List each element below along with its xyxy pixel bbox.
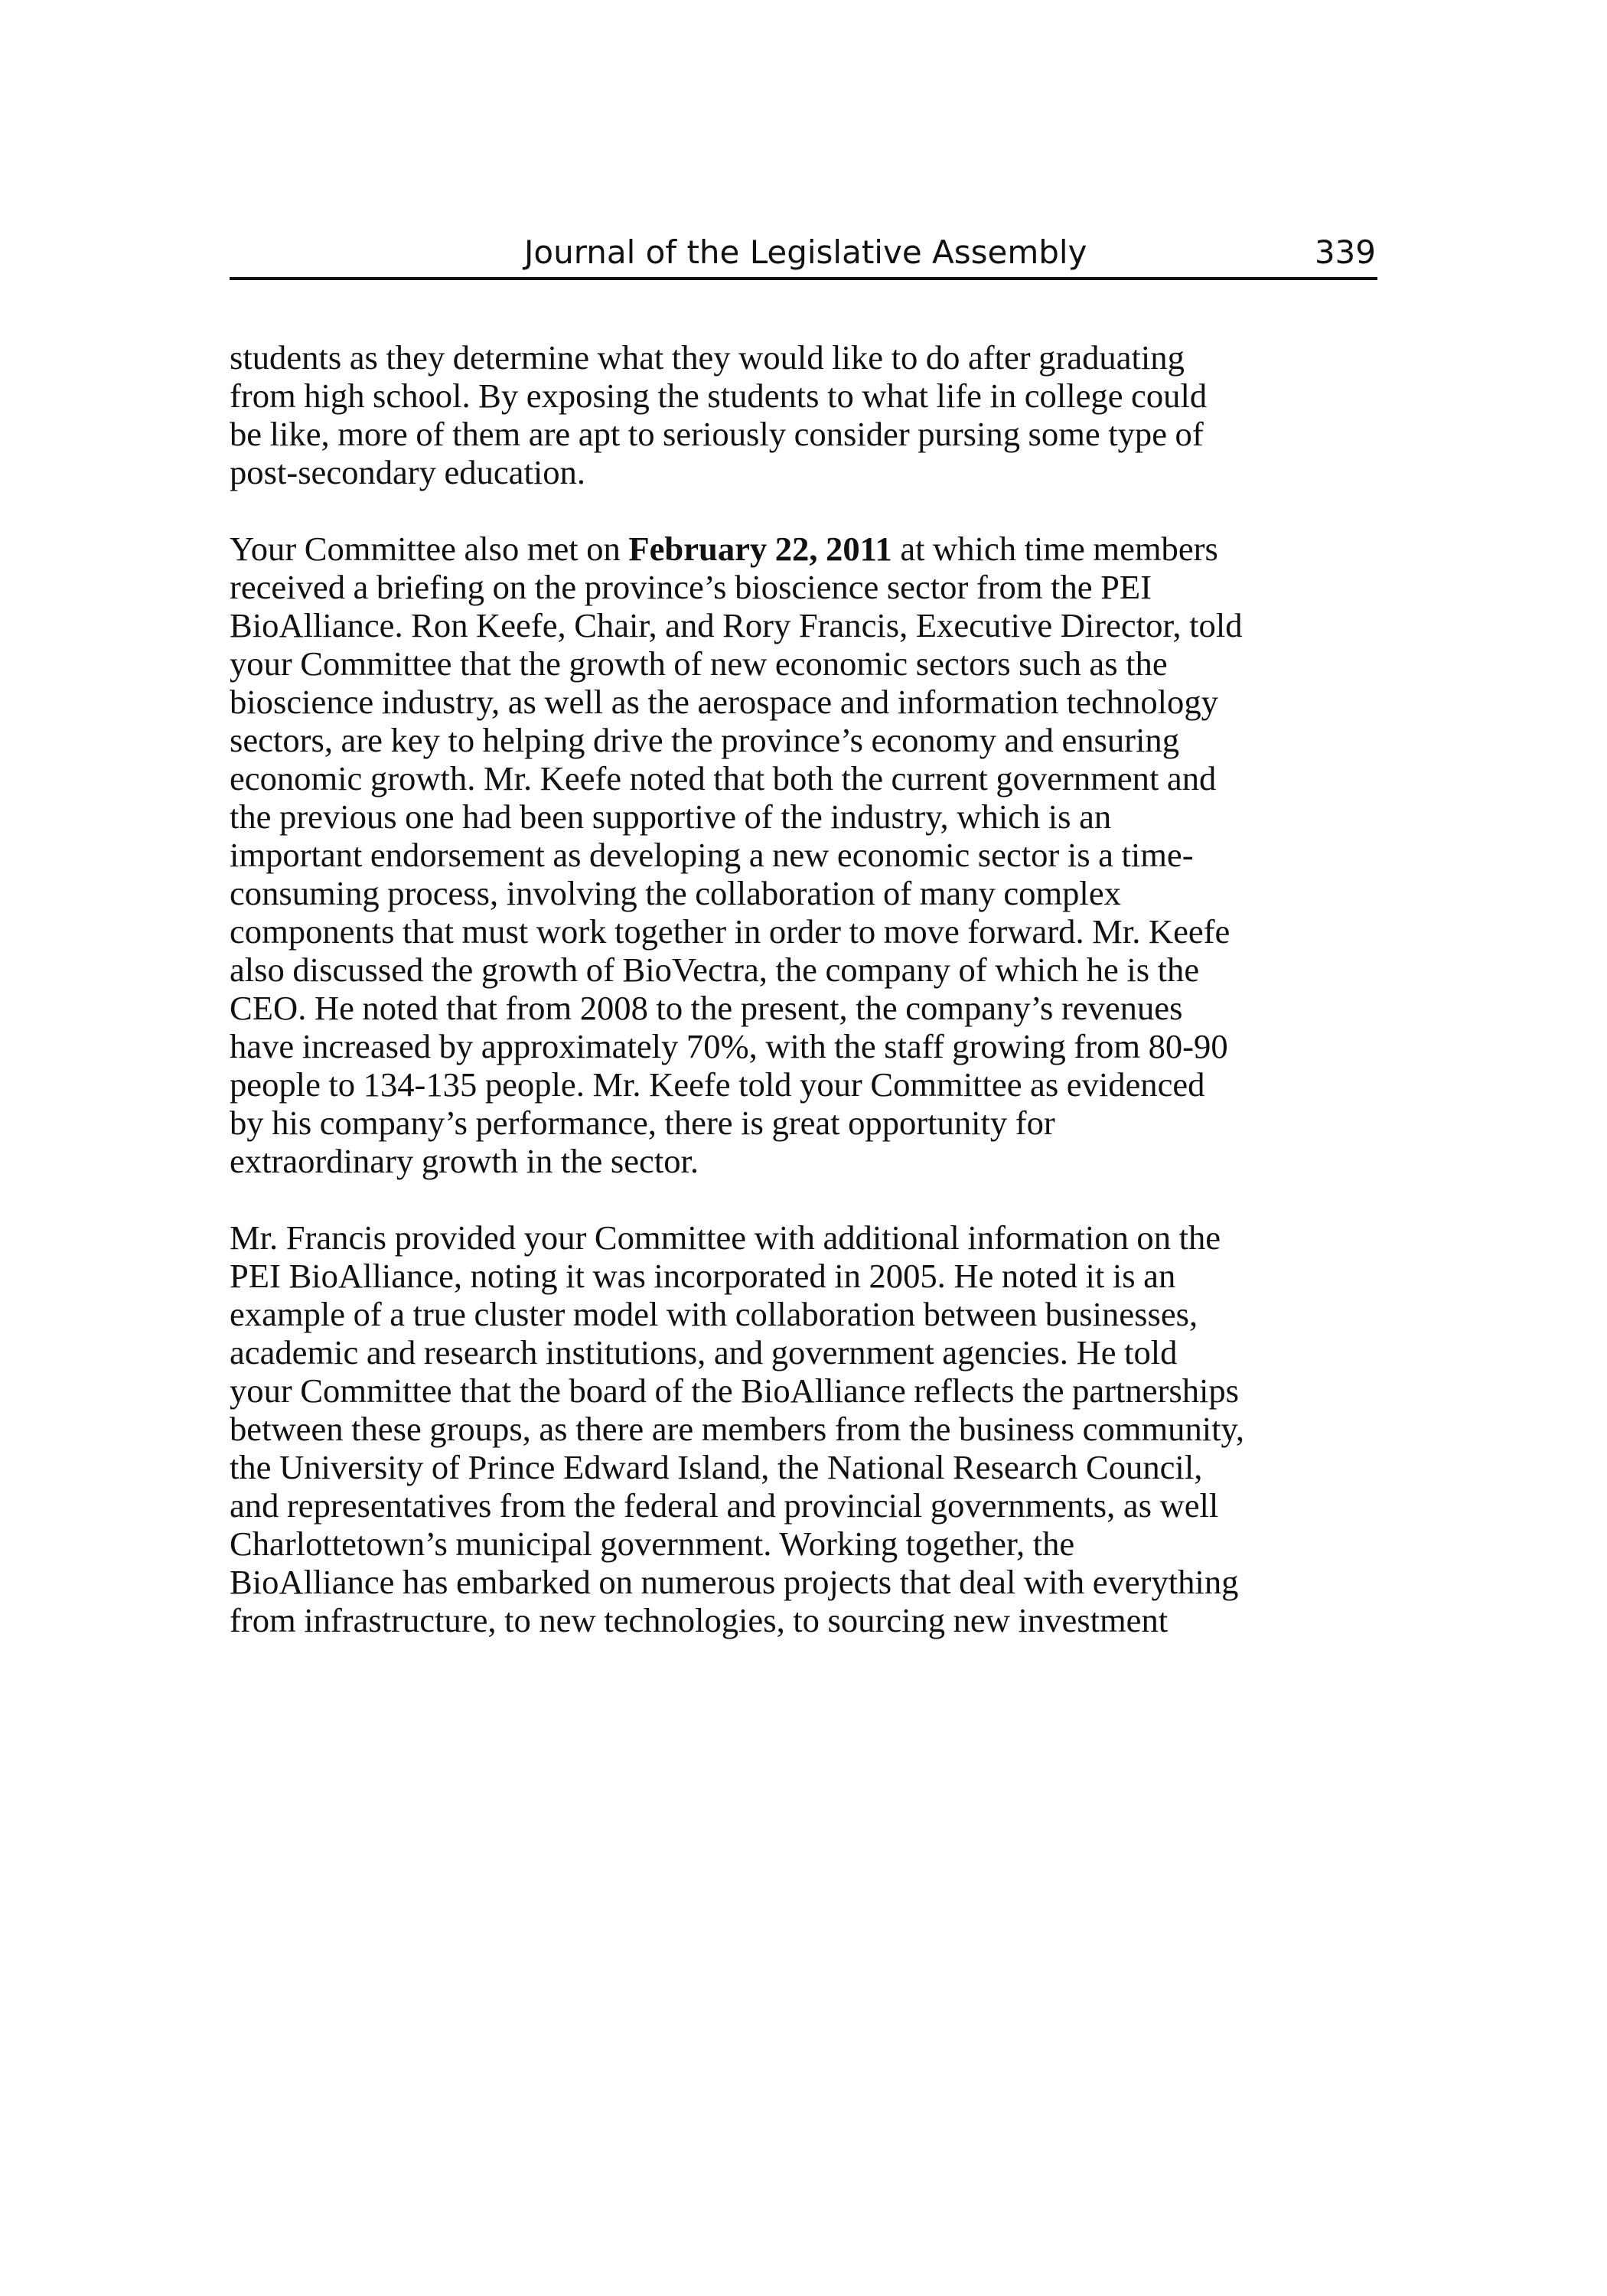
text-line: also discussed the growth of BioVectra, the company of which he is the xyxy=(230,951,1200,989)
text-line: the University of Prince Edward Island, the National Research Council, xyxy=(230,1448,1203,1486)
text-line: BioAlliance. Ron Keefe, Chair, and Rory Francis, Executive Director, told xyxy=(230,606,1243,644)
text-line: your Committee that the growth of new economic sectors such as the xyxy=(230,644,1168,683)
text-line: PEI BioAlliance, noting it was incorporated in 2005. He noted it is an xyxy=(230,1257,1176,1295)
text-line: from infrastructure, to new technologies, to sourcing new investment xyxy=(230,1601,1169,1639)
text-line: academic and research institutions, and government agencies. He told xyxy=(230,1333,1178,1371)
text-line: bioscience industry, as well as the aerospace and information technology xyxy=(230,683,1218,721)
paragraph-1 xyxy=(230,338,1377,491)
text-line: CEO. He noted that from 2008 to the present, the company’s revenues xyxy=(230,989,1183,1027)
paragraph-3 xyxy=(230,1218,1377,1639)
text-line-with-date xyxy=(230,530,1377,568)
text-line: received a briefing on the province’s bioscience sector from the PEI xyxy=(230,568,1152,606)
text-line: post-secondary education. xyxy=(230,453,585,491)
text-line: economic growth. Mr. Keefe noted that both the current government and xyxy=(230,759,1217,797)
text-line: by his company’s performance, there is great opportunity for xyxy=(230,1104,1055,1142)
text-line: be like, more of them are apt to seriously consider pursing some type of xyxy=(230,415,1204,453)
text-line: sectors, are key to helping drive the province’s economy and ensuring xyxy=(230,721,1180,759)
page-number: 339 xyxy=(1314,233,1376,271)
text-line: people to 134-135 people. Mr. Keefe told your Committee as evidenced xyxy=(230,1065,1205,1104)
text-line: components that must work together in order to move forward. Mr. Keefe xyxy=(230,912,1231,951)
text-fragment: at which time members xyxy=(892,530,1218,568)
text-line: extraordinary growth in the sector. xyxy=(230,1142,699,1180)
text-line: your Committee that the board of the BioAlliance reflects the partnerships xyxy=(230,1371,1240,1410)
text-fragment: Your Committee also met on xyxy=(230,530,629,568)
meeting-date: February 22, 2011 xyxy=(628,530,892,568)
body-text xyxy=(230,338,1377,1678)
paragraph-2 xyxy=(230,530,1377,1180)
text-line: from high school. By exposing the students to what life in college could xyxy=(230,377,1208,415)
text-line: important endorsement as developing a new economic sector is a time- xyxy=(230,836,1194,874)
text-line: between these groups, as there are members from the business community, xyxy=(230,1410,1245,1448)
text-line: BioAlliance has embarked on numerous projects that deal with everything xyxy=(230,1563,1239,1601)
text-line: Mr. Francis provided your Committee with additional information on the xyxy=(230,1218,1221,1257)
text-line: example of a true cluster model with collaboration between businesses, xyxy=(230,1295,1198,1333)
text-line: have increased by approximately 70%, with the staff growing from 80-90 xyxy=(230,1027,1228,1065)
journal-title: Journal of the Legislative Assembly xyxy=(524,233,1087,271)
text-line: the previous one had been supportive of the industry, which is an xyxy=(230,797,1112,836)
running-header xyxy=(230,230,1377,280)
text-line: consuming process, involving the collaboration of many complex xyxy=(230,874,1121,912)
text-line: and representatives from the federal and provincial governments, as well xyxy=(230,1486,1219,1525)
text-line: Charlottetown’s municipal government. Working together, the xyxy=(230,1525,1075,1563)
text-line: students as they determine what they would like to do after graduating xyxy=(230,338,1185,377)
